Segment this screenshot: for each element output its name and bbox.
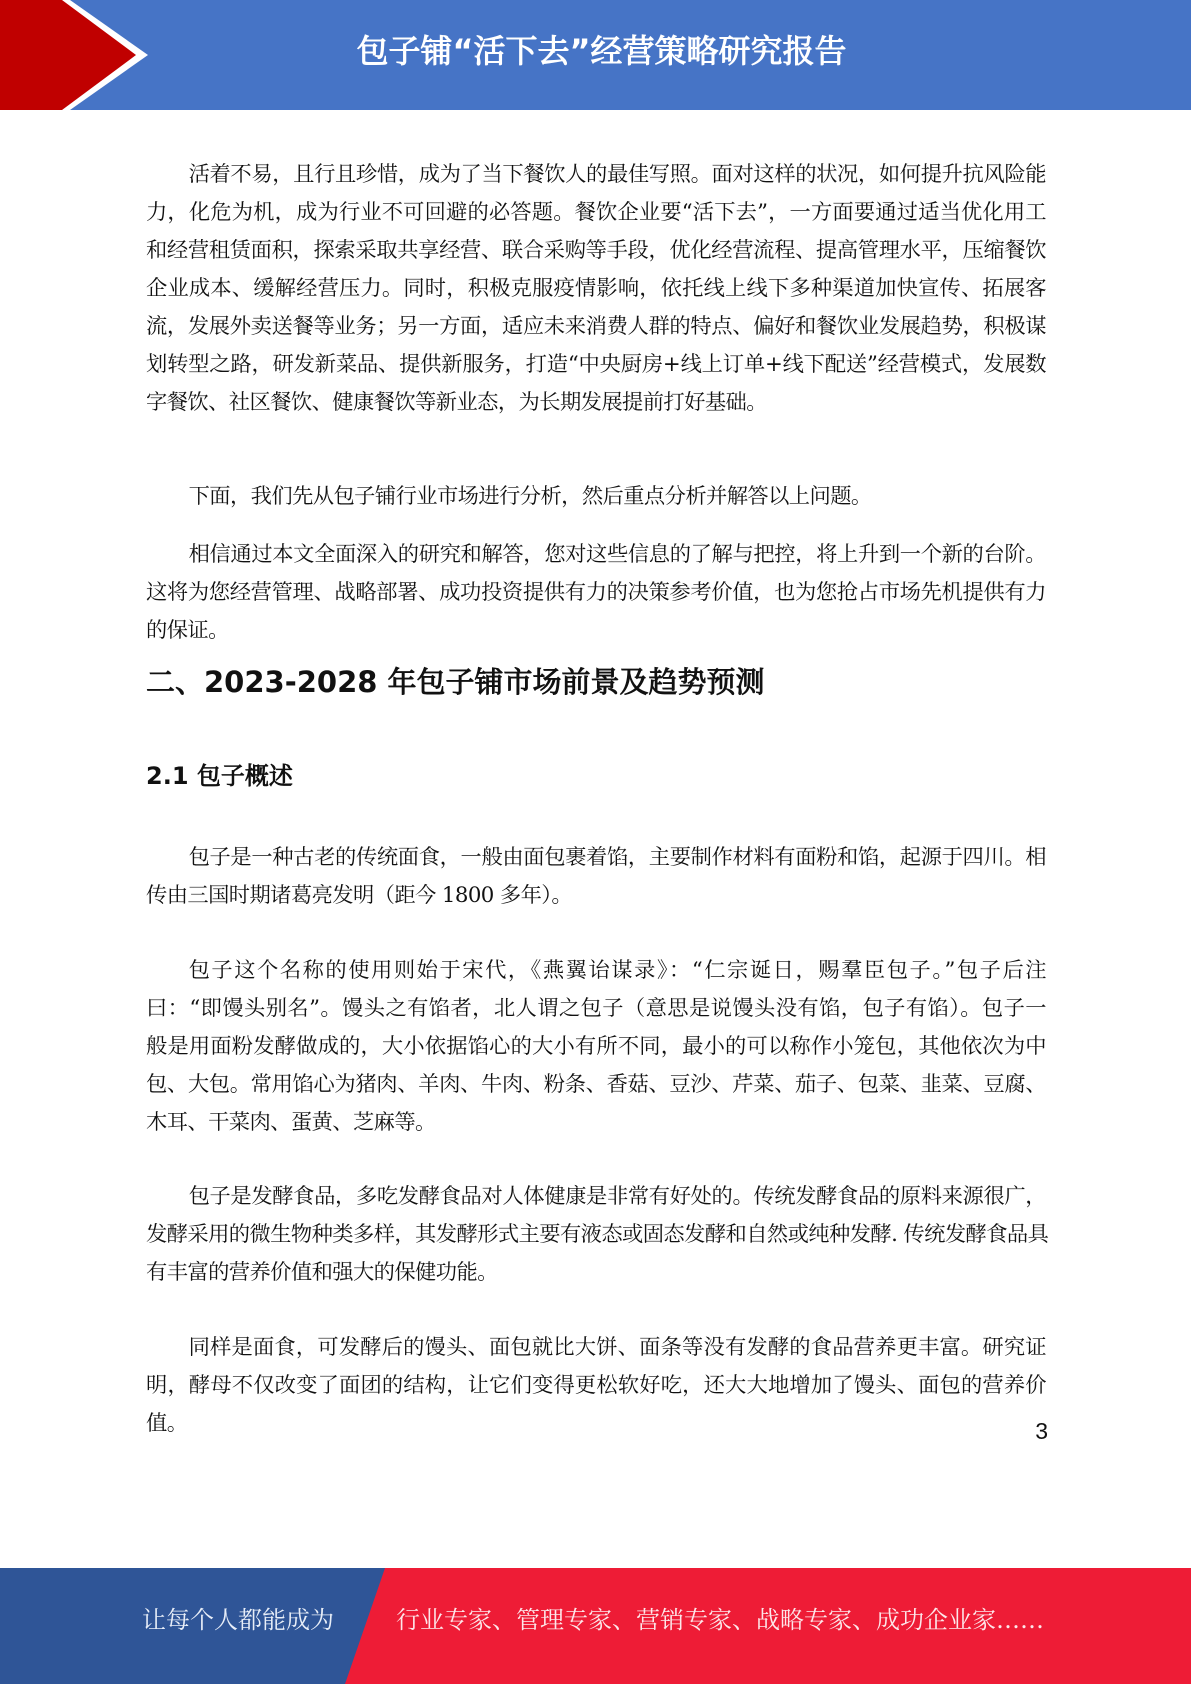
paragraph-nutrition [146, 1329, 1046, 1443]
document-title: 包子铺“活下去”经营策略研究报告 [356, 32, 847, 70]
text-line: 般是用面粉发酵做成的，大小依据馅心的大小有所不同，最小的可以称作小笼包，其他依次为中 [146, 1034, 1046, 1059]
text-line: 活着不易，且行且珍惜，成为了当下餐饮人的最佳写照。面对这样的状况，如何提升抗风险能 [188, 162, 1046, 187]
text-line: 和经营租赁面积，探索采取共享经营、联合采购等手段，优化经营流程、提高管理水平，压缩餐饮 [146, 238, 1046, 263]
text-line: 力，化危为机，成为行业不可回避的必答题。餐饮企业要“活下去”，一方面要通过适当优化用工 [146, 200, 1046, 225]
page-number: 3 [1035, 1418, 1048, 1444]
text-line: 企业成本、缓解经营压力。同时，积极克服疫情影响，依托线上线下多种渠道加快宣传、拓展客 [146, 276, 1046, 301]
text-line: 曰：“即馒头别名”。馒头之有馅者，北人谓之包子（意思是说馒头没有馅，包子有馅）。包子一 [146, 996, 1046, 1021]
text-line: 流，发展外卖送餐等业务；另一方面，适应未来消费人群的特点、偏好和餐饮业发展趋势，积极谋 [146, 314, 1046, 339]
footer-slogan-right: 行业专家、管理专家、营销专家、战略专家、成功企业家…… [396, 1606, 1044, 1634]
text-line: 划转型之路，研发新菜品、提供新服务，打造“中央厨房+线上订单+线下配送”经营模式，发展数 [146, 352, 1046, 377]
text-line: 包、大包。常用馅心为猪肉、羊肉、牛肉、粉条、香菇、豆沙、芹菜、茄子、包菜、韭菜、豆腐、 [146, 1072, 1046, 1097]
text-line: 的保证。 [146, 618, 229, 643]
paragraph-baozi-name [146, 952, 1046, 1142]
section-heading: 二、2023-2028 年包子铺市场前景及趋势预测 [146, 665, 765, 699]
subsection-heading: 2.1 包子概述 [146, 762, 293, 790]
paragraph-analysis-plan [146, 478, 1046, 516]
text-line: 传由三国时期诸葛亮发明（距今 1800 多年）。 [146, 883, 573, 908]
paragraph-fermentation [146, 1178, 1049, 1292]
text-line: 木耳、干菜肉、蛋黄、芝麻等。 [146, 1110, 436, 1135]
text-line: 包子是发酵食品，多吃发酵食品对人体健康是非常有好处的。传统发酵食品的原料来源很广， [188, 1184, 1046, 1209]
text-line: 值。 [146, 1411, 188, 1436]
text-line: 包子这个名称的使用则始于宋代，《燕翼诒谋录》：“仁宗诞日，赐羣臣包子。”包子后注 [188, 958, 1046, 983]
text-line: 同样是面食，可发酵后的馒头、面包就比大饼、面条等没有发酵的食品营养更丰富。研究证 [188, 1335, 1046, 1360]
paragraph-value [146, 536, 1046, 650]
text-line: 明，酵母不仅改变了面团的结构，让它们变得更松软好吃，还大大地增加了馒头、面包的营养价 [146, 1373, 1046, 1398]
text-line: 有丰富的营养价值和强大的保健功能。 [146, 1260, 498, 1285]
header-banner [0, 0, 1191, 110]
text-line: 相信通过本文全面深入的研究和解答，您对这些信息的了解与把控，将上升到一个新的台阶。 [188, 542, 1046, 567]
text-line: 包子是一种古老的传统面食，一般由面包裹着馅，主要制作材料有面粉和馅，起源于四川。相 [188, 845, 1046, 870]
footer-slogan-left: 让每个人都能成为 [142, 1606, 334, 1634]
text-line: 下面，我们先从包子铺行业市场进行分析，然后重点分析并解答以上问题。 [188, 484, 872, 509]
text-line: 字餐饮、社区餐饮、健康餐饮等新业态，为长期发展提前打好基础。 [146, 390, 767, 415]
text-line: 发酵采用的微生物种类多样，其发酵形式主要有液态或固态发酵和自然或纯种发酵. 传统发酵食品具 [146, 1222, 1049, 1247]
paragraph-baozi-origin [146, 839, 1046, 915]
paragraph-intro [146, 156, 1046, 422]
text-line: 这将为您经营管理、战略部署、成功投资提供有力的决策参考价值，也为您抢占市场先机提供有力 [146, 580, 1046, 605]
